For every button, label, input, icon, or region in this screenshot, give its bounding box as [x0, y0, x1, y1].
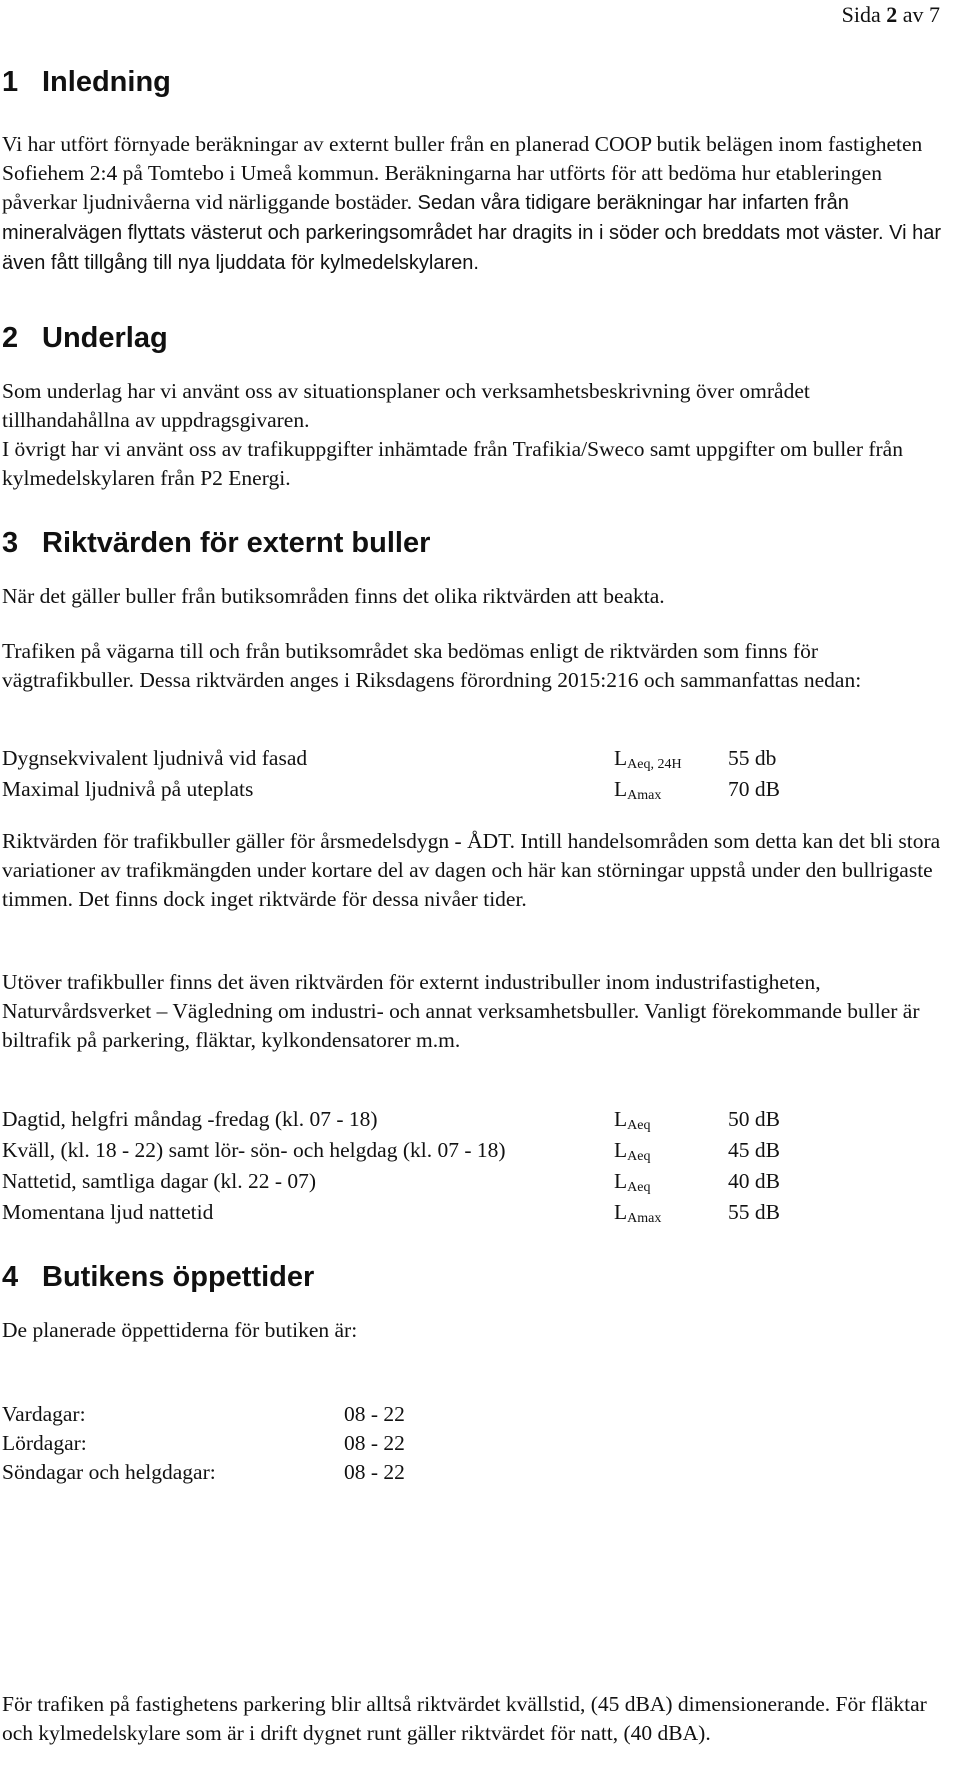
intro-paragraph: Vi har utfört förnyade beräkningar av externt buller från en planerad COOP butik belägen inom fastigheten Sofiehem 2:4 på Tomtebo i Umeå kommun. Beräkningarna har utförts för att bedöma hur etableringen påverkar ljudnivåerna vid närliggande bostäder. Sedan våra tidigare beräkningar har infarten från mineralvägen flyttats västerut och parkeringsområdet har dragits in i söder och breddats mot väster. Vi har även fått tillgång till nya ljuddata för kylmedelskylaren.	[2, 132, 941, 274]
page-number: Sida 2 av 7	[841, 2, 940, 27]
riktvarden-paragraph-2: Trafiken på vägarna till och från butiksområdet ska bedömas enligt de riktvärden som finns för vägtrafikbuller. Dessa riktvärden anges i Riksdagens förordning 2015:216 och sammanfattas nedan:	[2, 639, 862, 692]
section-heading-2: 2 Underlag	[2, 322, 168, 354]
section-heading-4: 4 Butikens öppettider	[2, 1261, 315, 1293]
section-heading-1: 1 Inledning	[2, 66, 171, 98]
underlag-paragraph-2: I övrigt har vi använt oss av trafikuppgifter inhämtade från Trafikia/Sweco samt uppgifter om buller från kylmedelskylaren från P2 Energi.	[2, 437, 903, 490]
riktvarden-paragraph-3: Riktvärden för trafikbuller gäller för årsmedelsdygn - ÅDT. Intill handelsområden som detta kan det bli stora variationer av trafikmängden under kortare del av dagen och här kan störningar uppstå under den bullrigaste timmen. Det finns dock inget riktvärde för dessa nivåer tider.	[2, 829, 941, 911]
conclusion-paragraph: För trafiken på fastighetens parkering blir alltså riktvärdet kvällstid, (45 dBA) dimensionerande. För fläktar och kylmedelskylare som är i drift dygnet runt gäller riktvärdet för natt, (40 dBA).	[2, 1692, 927, 1745]
section-heading-3: 3 Riktvärden för externt buller	[2, 527, 431, 559]
riktvarden-paragraph-1: När det gäller buller från butiksområden finns det olika riktvärden att beakta.	[2, 584, 665, 608]
underlag-paragraph-1: Som underlag har vi använt oss av situationsplaner och verksamhetsbeskrivning över området tillhandahållna av uppdragsgivaren.	[2, 379, 810, 432]
riktvarden-paragraph-4: Utöver trafikbuller finns det även riktvärden för externt industribuller inom industrifastigheten, Naturvårdsverket – Vägledning om industri- och annat verksamhetsbuller. Vanligt förekommande buller är biltrafik på parkering, fläktar, kylkondensatorer m.m.	[2, 970, 920, 1052]
opening-hours-intro: De planerade öppettiderna för butiken är:	[2, 1318, 358, 1342]
